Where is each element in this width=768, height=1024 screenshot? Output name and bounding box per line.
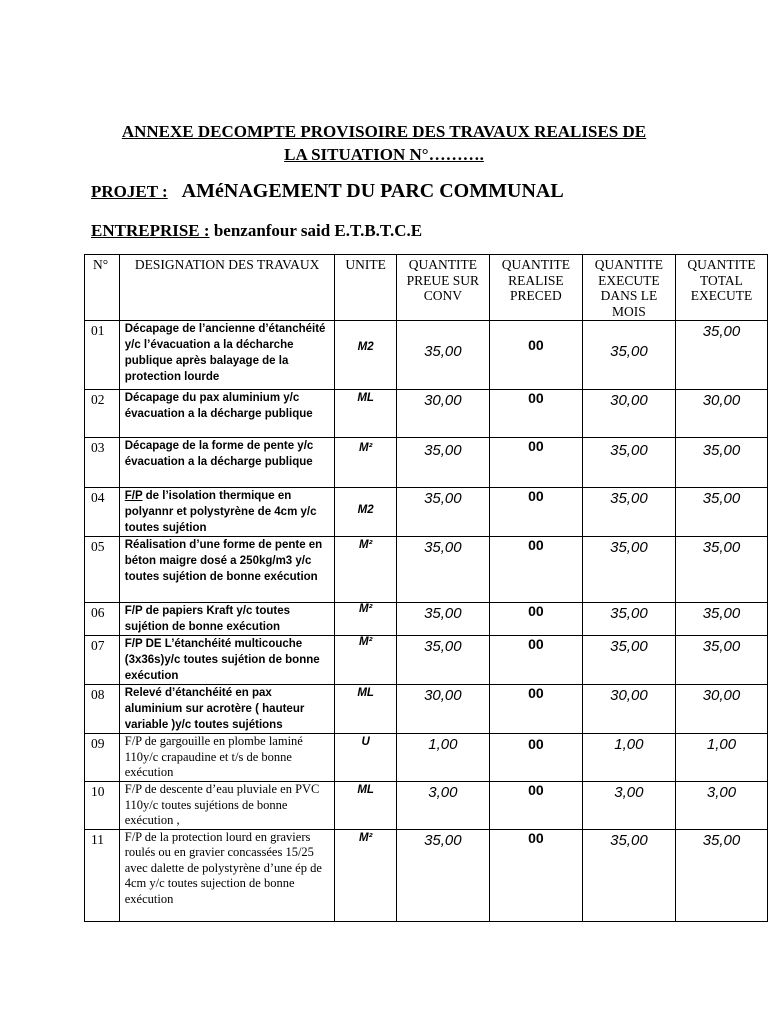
qty-month-cell: 35,00 bbox=[582, 488, 675, 537]
qty-conv-cell: 35,00 bbox=[396, 636, 489, 685]
unit-cell: M2 bbox=[335, 321, 396, 390]
qty-month-cell: 1,00 bbox=[582, 734, 675, 782]
designation-cell bbox=[119, 438, 335, 488]
col-header-num: N° bbox=[85, 255, 120, 321]
row-number: 11 bbox=[85, 829, 120, 921]
qty-conv-cell: 35,00 bbox=[396, 438, 489, 488]
designation-cell bbox=[119, 636, 335, 685]
document-title-line1: ANNEXE DECOMPTE PROVISOIRE DES TRAVAUX REALISES DE bbox=[121, 122, 647, 141]
row-number: 05 bbox=[85, 537, 120, 603]
designation-cell bbox=[119, 829, 335, 921]
qty-month-cell: 3,00 bbox=[582, 782, 675, 830]
qty-conv-cell: 35,00 bbox=[396, 603, 489, 636]
entreprise-line bbox=[91, 221, 422, 241]
qty-total-cell: 35,00 bbox=[675, 438, 767, 488]
table-row bbox=[85, 829, 768, 921]
col-header-unite: UNITE bbox=[335, 255, 396, 321]
designation-text: F/P DE L’étanchéité multicouche (3x36s)y/c toutes sujétion de bonne exécution bbox=[124, 638, 320, 682]
fp-prefix: F/P bbox=[124, 490, 143, 502]
designation-cell bbox=[119, 734, 335, 782]
table-row bbox=[85, 488, 768, 537]
table-row bbox=[85, 685, 768, 734]
table-row bbox=[85, 782, 768, 830]
unit-cell: M² bbox=[335, 603, 396, 636]
col-header-designation: DESIGNATION DES TRAVAUX bbox=[119, 255, 335, 321]
row-number: 04 bbox=[85, 488, 120, 537]
unit-cell: M² bbox=[335, 636, 396, 685]
qty-total-cell: 30,00 bbox=[675, 685, 767, 734]
unit-cell: ML bbox=[335, 685, 396, 734]
designation-cell bbox=[119, 537, 335, 603]
entreprise-value: benzanfour said E.T.B.T.C.E bbox=[209, 221, 423, 240]
col-header-qty-total: QUANTITE TOTAL EXECUTE bbox=[675, 255, 767, 321]
qty-total-cell: 1,00 bbox=[675, 734, 767, 782]
qty-prev-cell: 00 bbox=[489, 636, 582, 685]
unit-cell: M² bbox=[335, 537, 396, 603]
table-header-row bbox=[85, 255, 768, 321]
qty-conv-cell: 1,00 bbox=[396, 734, 489, 782]
qty-conv-cell: 35,00 bbox=[396, 488, 489, 537]
designation-text: de l’isolation thermique en polyannr et polystyrène de 4cm y/c toutes sujétion bbox=[124, 490, 317, 534]
designation-cell bbox=[119, 782, 335, 830]
row-number: 08 bbox=[85, 685, 120, 734]
qty-conv-cell: 3,00 bbox=[396, 782, 489, 830]
qty-prev-cell: 00 bbox=[489, 685, 582, 734]
designation-text: Relevé d’étanchéité en pax aluminium sur acrotère ( hauteur variable )y/c toutes sujétions bbox=[124, 687, 305, 731]
col-header-qty-prev: QUANTITE REALISE PRECED bbox=[489, 255, 582, 321]
qty-total-cell: 3,00 bbox=[675, 782, 767, 830]
works-table bbox=[84, 254, 768, 922]
designation-cell bbox=[119, 321, 335, 390]
unit-cell: M² bbox=[335, 438, 396, 488]
designation-text: Décapage du pax aluminium y/c évacuation a la décharge publique bbox=[124, 392, 313, 420]
unit-cell: ML bbox=[335, 390, 396, 438]
designation-text: F/P de descente d’eau pluviale en PVC 110y/c toutes sujétions de bonne exécution , bbox=[124, 782, 320, 827]
qty-total-cell: 35,00 bbox=[675, 488, 767, 537]
col-header-qty-month: QUANTITE EXECUTE DANS LE MOIS bbox=[582, 255, 675, 321]
row-number: 07 bbox=[85, 636, 120, 685]
projet-value: AMéNAGEMENT DU PARC COMMUNAL bbox=[181, 180, 564, 202]
qty-month-cell: 35,00 bbox=[582, 829, 675, 921]
unit-cell: M² bbox=[335, 829, 396, 921]
unit-cell: M2 bbox=[335, 488, 396, 537]
designation-cell bbox=[119, 603, 335, 636]
qty-prev-cell: 00 bbox=[489, 829, 582, 921]
qty-conv-cell: 35,00 bbox=[396, 321, 489, 390]
projet-label: PROJET : bbox=[91, 182, 168, 201]
qty-prev-cell: 00 bbox=[489, 438, 582, 488]
qty-conv-cell: 35,00 bbox=[396, 829, 489, 921]
col-header-qty-conv: QUANTITE PREUE SUR CONV bbox=[396, 255, 489, 321]
designation-cell bbox=[119, 685, 335, 734]
table-row bbox=[85, 438, 768, 488]
projet-line bbox=[91, 180, 564, 203]
designation-cell bbox=[119, 390, 335, 438]
designation-text: Réalisation d’une forme de pente en béton maigre dosé a 250kg/m3 y/c toutes sujétion de bonne exécution bbox=[124, 539, 323, 583]
qty-total-cell: 35,00 bbox=[675, 537, 767, 603]
designation-cell bbox=[119, 488, 335, 537]
qty-conv-cell: 30,00 bbox=[396, 685, 489, 734]
designation-text: F/P de papiers Kraft y/c toutes sujétion de bonne exécution bbox=[124, 605, 291, 633]
qty-month-cell: 35,00 bbox=[582, 438, 675, 488]
qty-month-cell: 35,00 bbox=[582, 321, 675, 390]
entreprise-label: ENTREPRISE : bbox=[91, 221, 210, 240]
qty-prev-cell: 00 bbox=[489, 782, 582, 830]
designation-text: Décapage de l’ancienne d’étanchéité y/c l’évacuation a la décharche publique après balayage de la protection lourde bbox=[124, 323, 326, 383]
qty-prev-cell: 00 bbox=[489, 537, 582, 603]
designation-text: Décapage de la forme de pente y/c évacuation a la décharge publique bbox=[124, 440, 314, 468]
qty-prev-cell: 00 bbox=[489, 390, 582, 438]
row-number: 01 bbox=[85, 321, 120, 390]
designation-text: F/P de la protection lourd en graviers roulés ou en gravier concassées 15/25 avec dalette de polystyrène d’une ép de 4cm y/c toutes sujection de bonne exécution bbox=[124, 829, 322, 906]
table-row bbox=[85, 734, 768, 782]
row-number: 03 bbox=[85, 438, 120, 488]
table-row bbox=[85, 321, 768, 390]
row-number: 10 bbox=[85, 782, 120, 830]
table-row bbox=[85, 636, 768, 685]
table-row bbox=[85, 537, 768, 603]
qty-prev-cell: 00 bbox=[489, 603, 582, 636]
qty-conv-cell: 30,00 bbox=[396, 390, 489, 438]
table-row bbox=[85, 603, 768, 636]
table-row bbox=[85, 390, 768, 438]
qty-total-cell: 30,00 bbox=[675, 390, 767, 438]
qty-total-cell: 35,00 bbox=[675, 603, 767, 636]
qty-total-cell: 35,00 bbox=[675, 636, 767, 685]
qty-prev-cell: 00 bbox=[489, 734, 582, 782]
row-number: 02 bbox=[85, 390, 120, 438]
qty-month-cell: 30,00 bbox=[582, 685, 675, 734]
qty-total-cell: 35,00 bbox=[675, 829, 767, 921]
qty-total-cell: 35,00 bbox=[675, 321, 767, 390]
qty-prev-cell: 00 bbox=[489, 488, 582, 537]
row-number: 06 bbox=[85, 603, 120, 636]
qty-month-cell: 35,00 bbox=[582, 603, 675, 636]
qty-month-cell: 35,00 bbox=[582, 636, 675, 685]
qty-month-cell: 35,00 bbox=[582, 537, 675, 603]
unit-cell: U bbox=[335, 734, 396, 782]
qty-month-cell: 30,00 bbox=[582, 390, 675, 438]
qty-conv-cell: 35,00 bbox=[396, 537, 489, 603]
row-number: 09 bbox=[85, 734, 120, 782]
qty-prev-cell: 00 bbox=[489, 321, 582, 390]
designation-text: F/P de gargouille en plombe laminé 110y/c crapaudine et t/s de bonne exécution bbox=[124, 734, 303, 779]
document-title-line2: LA SITUATION N°………. bbox=[284, 145, 484, 164]
unit-cell: ML bbox=[335, 782, 396, 830]
